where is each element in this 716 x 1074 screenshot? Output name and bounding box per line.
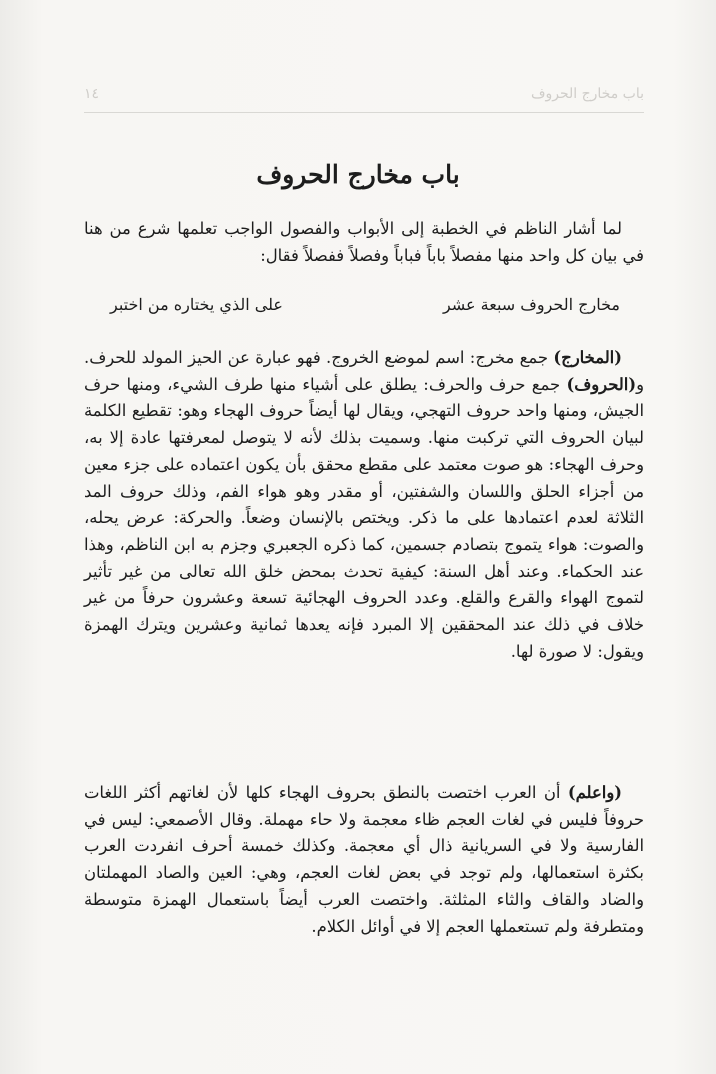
term-makharij: (المخارج) [553, 348, 622, 367]
para2-text: أن العرب اختصت بالنطق بحروف الهجاء كلها لأن لغاتهم أكثر اللغات حروفاً فليس في لغات العجم ظاء معجمة ولا حاء مهملة. وقال الأصمعي: ليس في الفارسية ولا في السريانية ذال أي معجمة. وكذلك خمسة أحرف انفردت العرب بكثرة استعمالها، ولم توجد في بعض لغات العجم، وهي: العين والصاد المهملتان والضاد والقاف والثاء المثلثة. واختصت العرب أيضاً باستعمال الهمزة متوسطة ومتطرفة ولم تستعملها العجم إلا في أوائل الكلام. [84, 783, 644, 936]
chapter-title: باب مخارج الحروف [256, 160, 460, 189]
term-waalam: (واعلم) [567, 783, 622, 802]
commentary-text-1 [84, 345, 644, 665]
term-huruf: (الحروف) [566, 374, 637, 394]
para1-text-b: جمع حرف والحرف: يطلق على أشياء منها طرف الشيء، ومنها حرف الجيش، ومنها واحد حروف التهجي، ويقال لها أيضاً حروف الهجاء وهو: تقطيع الكلمة لبيان الحروف التي تركبت منها. وسميت بذلك لأنه لا يتوصل لمعرفتها عادة إلا به، وحرف الهجاء: هو صوت معتمد على مقطع محقق بأن يكون اعتماده على جزء معين من أجزاء الحلق واللسان والشفتين، أو مقدر وهو هواء الفم، وذلك حروف المد الثلاثة لعدم اعتمادها على ما ذكر. ويختص بالإنسان وضعاً. والحركة: عرض يحله، والصوت: هواء يتموج بتصادم جسمين، كما ذكره الجعبري وجزم به ابن الناظم، وهذا عند الحكماء. وعند أهل السنة: كيفية تحدث بمحض خلق الله تعالى من غير تأثير لتموج الهواء والقرع والقلع. وعدد الحروف الهجائية تسعة وعشرون حرفاً من غير خلاف في ذلك عند المحققين إلا المبرد فإنه يعدها ثمانية وعشرين ويترك الهمزة ويقول: لا صورة لها. [84, 374, 644, 661]
commentary-paragraph-2 [84, 780, 644, 940]
running-header [84, 86, 644, 102]
verse-right-hemistich: مخارج الحروف سبعة عشر [442, 295, 620, 314]
page-number: ١٤ [84, 86, 100, 102]
intro-text: لما أشار الناظم في الخطبة إلى الأبواب والفصول الواجب تعلمها شرع من هنا في بيان كل واحد منها مفصلاً باباً فباباً وفصلاً ففصلاً فقال: [84, 219, 644, 265]
para1-text-a: جمع مخرج: اسم لموضع الخروج. فهو عبارة عن الحيز المولد للحرف. و [84, 348, 644, 394]
header-rule [84, 112, 644, 113]
verse-line [110, 295, 620, 314]
running-title: باب مخارج الحروف [530, 86, 644, 102]
intro-paragraph [84, 216, 644, 269]
commentary-paragraph-1 [84, 345, 644, 665]
commentary-text-2 [84, 780, 644, 940]
verse-left-hemistich: على الذي يختاره من اختبر [110, 295, 283, 314]
